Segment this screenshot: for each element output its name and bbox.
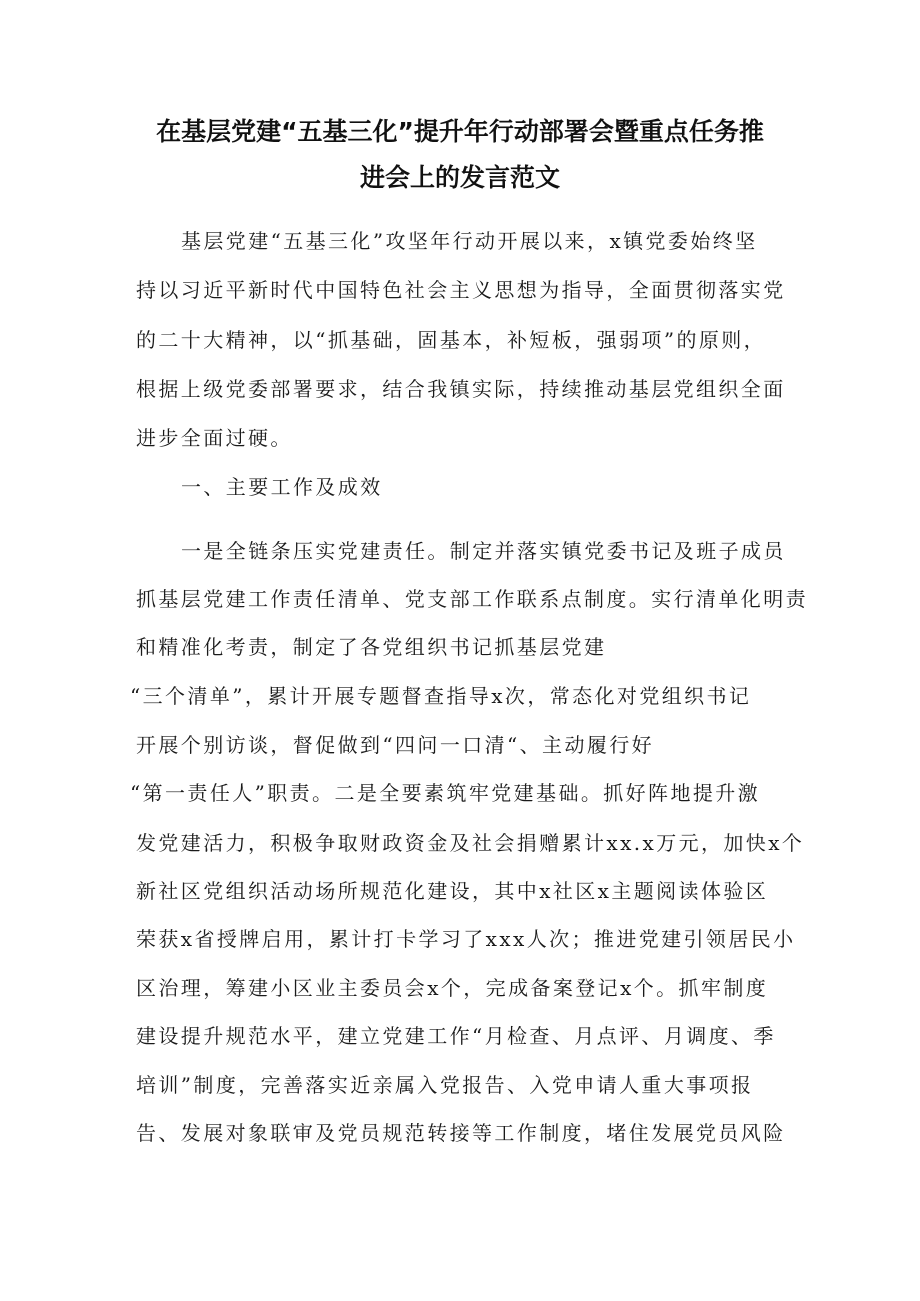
paragraph-2-line-4: “三个清单”，累计开展专题督查指导x次，常态化对党组织书记 [130, 684, 752, 708]
paragraph-1-line-3: 的二十大精神，以“抓基础，固基本，补短板，强弱项”的原则， [136, 328, 767, 352]
paragraph-2-line-7: 发党建活力，积极争取财政资金及社会捐赠累计xx.x万元，加快x个 [136, 831, 805, 855]
paragraph-1-line-2: 持以习近平新时代中国特色社会主义思想为指导，全面贯彻落实党 [136, 278, 786, 302]
paragraph-2-line-2: 抓基层党建工作责任清单、党支部工作联系点制度。实行清单化明责 [136, 587, 808, 611]
paragraph-1-line-1: 基层党建“五基三化”攻坚年行动开展以来，x镇党委始终坚 [181, 229, 758, 253]
document-title-line-2: 进会上的发言范文 [359, 163, 560, 192]
paragraph-2-line-9: 荣获x省授牌启用，累计打卡学习了xxx人次；推进党建引领居民小 [136, 927, 796, 951]
paragraph-1-line-4: 根据上级党委部署要求，结合我镇实际，持续推动基层党组织全面 [136, 377, 786, 401]
document-title-line-1: 在基层党建“五基三化”提升年行动部署会暨重点任务推 [156, 117, 764, 146]
paragraph-2-line-5: 开展个别访谈，督促做到“四问一口清“、主动履行好 [136, 733, 655, 757]
paragraph-2-line-11: 建设提升规范水平，建立党建工作“月检查、月点评、月调度、季 [136, 1024, 776, 1048]
paragraph-2-line-13: 告、发展对象联审及党员规范转接等工作制度，堵住发展党员风险 [136, 1121, 786, 1145]
paragraph-2-line-6: “第一责任人”职责。二是全要素筑牢党建基础。抓好阵地提升激 [130, 781, 761, 805]
paragraph-1-line-5: 进步全面过硬。 [136, 426, 293, 450]
paragraph-2-line-10: 区治理，筹建小区业主委员会x个，完成备案登记x个。抓牢制度 [136, 976, 769, 1000]
paragraph-2-line-1: 一是全链条压实党建责任。制定并落实镇党委书记及班子成员 [181, 539, 786, 563]
section-heading-1: 一、主要工作及成效 [181, 475, 383, 499]
paragraph-2-line-3: 和精准化考责，制定了各党组织书记抓基层党建 [136, 635, 607, 659]
paragraph-2-line-8: 新社区党组织活动场所规范化建设，其中x社区x主题阅读体验区 [136, 879, 769, 903]
paragraph-2-line-12: 培训”制度，完善落实近亲属入党报告、入党申请人重大事项报 [136, 1073, 754, 1097]
